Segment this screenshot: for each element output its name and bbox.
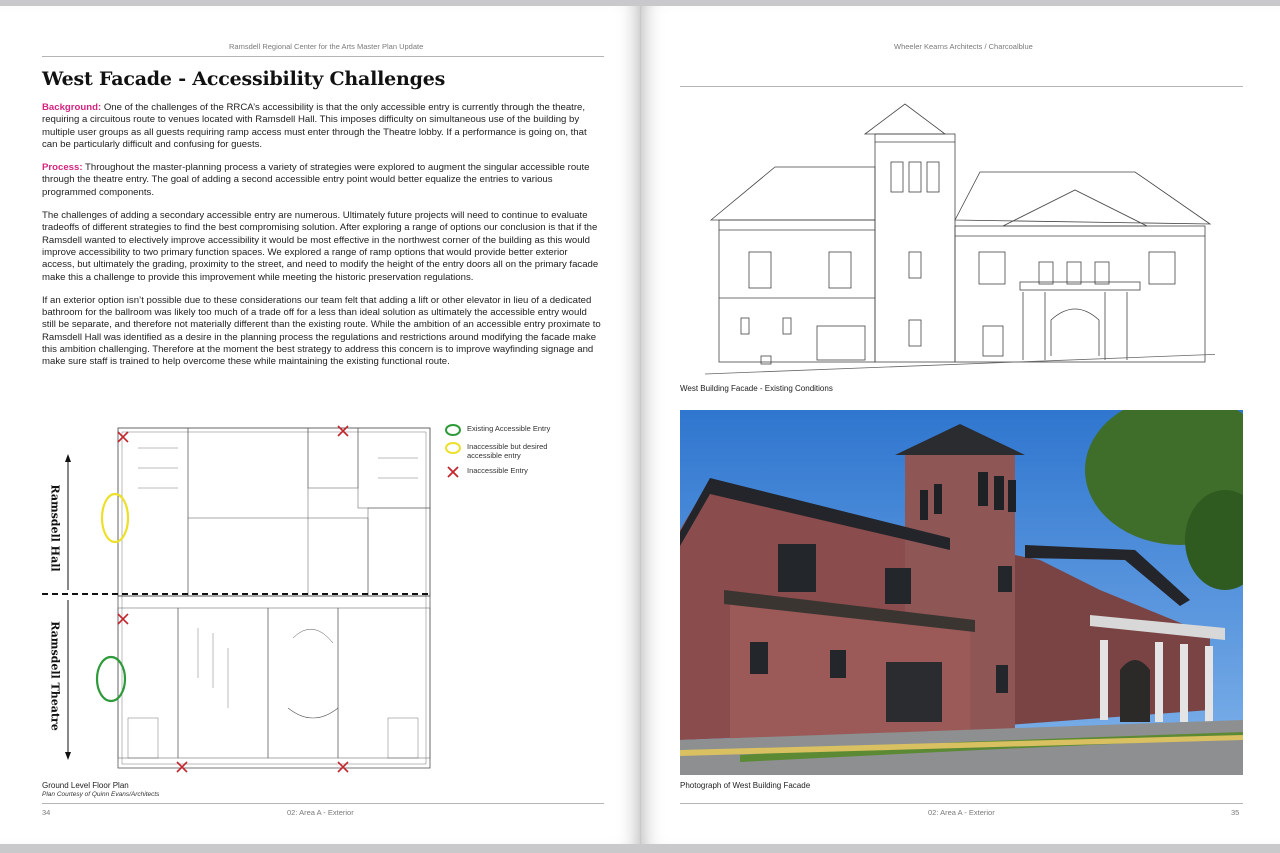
ground-floor-plan <box>38 418 438 780</box>
legend-existing: Existing Accessible Entry <box>444 424 567 436</box>
background-label: Background: <box>42 102 102 113</box>
plan-label-top: Ramsdell Hall <box>48 484 62 572</box>
footer-section-left: 02: Area A - Exterior <box>287 808 354 817</box>
plan-label-bottom: Ramsdell Theatre <box>48 621 62 731</box>
green-ellipse-icon <box>444 424 462 436</box>
left-page <box>0 6 640 844</box>
west-facade-photograph <box>680 410 1243 775</box>
background-paragraph <box>42 102 602 151</box>
header-rule <box>42 56 604 57</box>
challenges-paragraph: The challenges of adding a secondary accessible entry are numerous. Ultimately future projects will need to continue to evaluate tradeoffs of different strategies to find the best compromising solution. After exploring a range of options our conclusion is that if the Ramsdell wanted to electively improve accessibility it would be most effective in the northwest corner of the building as this would improve accessibility to two primary function spaces. We explored a range of ramp options that would provide better exterior access, but ultimately the grading, proximity to the street, and need to modify the height of the entry doors all on the primary facade make this a challenge to provide this improvement while meeting the historic preservation regulations. <box>42 210 599 283</box>
plan-credit: Plan Courtesy of Quinn Evans/Architects <box>42 791 160 798</box>
red-x-icon <box>444 466 462 478</box>
page-number-left: 34 <box>42 808 51 817</box>
header-rule-right <box>680 86 1243 87</box>
photo-caption: Photograph of West Building Facade <box>680 781 811 790</box>
running-head-right: Wheeler Kearns Architects / Charcoalblue <box>894 42 1033 51</box>
plan-caption: Ground Level Floor Plan <box>42 781 129 790</box>
legend-desired: Inaccessible but desired accessible entry <box>444 442 567 460</box>
footer-rule <box>42 803 604 804</box>
west-facade-elevation <box>705 102 1215 382</box>
running-head-left: Ramsdell Regional Center for the Arts Master Plan Update <box>229 42 424 51</box>
right-page <box>641 6 1280 844</box>
legend-inaccessible: Inaccessible Entry <box>444 466 567 478</box>
body-text <box>42 102 602 380</box>
background-text: One of the challenges of the RRCA’s accessibility is that the only accessible entry is currently through the theatre, requiring a circuitous route to venues located with Ramsdell Hall. This imposes difficulty on simultaneous use of the building by multiple user groups as all guests requiring ramp access must enter through the Theatre lobby. If a performance is going on, that can be particularly difficult and confusing for guests. <box>42 102 587 150</box>
yellow-ellipse-icon <box>444 442 462 454</box>
plan-legend <box>444 424 567 484</box>
page-title: West Facade - Accessibility Challenges <box>42 68 446 90</box>
process-paragraph <box>42 162 602 199</box>
footer-section-right: 02: Area A - Exterior <box>928 808 995 817</box>
process-label: Process: <box>42 162 83 174</box>
page-number-right: 35 <box>1231 808 1240 817</box>
elevation-caption: West Building Facade - Existing Conditions <box>680 384 833 393</box>
footer-rule-right <box>680 803 1243 804</box>
exterior-option-paragraph: If an exterior option isn’t possible due to these considerations our team felt that adding a lift or other elevator in lieu of a dedicated bathroom for the ballroom was likely too much of a trade off for a less than ideal solution as ultimately the accessible entry would still be separate, and therefore not materially different than the existing route. While the ambition of an accessible entry proximate to Ramsdell Hall was identified as a desire in the planning process the regulations and restrictions around modifying the facade make this ambition challenging. Therefore at the moment the best strategy to address this concern is to improve wayfinding signage and make sure staff is trained to help overcome these while maintaining the existing functional route. <box>42 294 601 368</box>
process-text: Throughout the master-planning process a variety of strategies were explored to augment the singular accessible route through the theatre entry. The goal of adding a second accessible entry point would better equalize the entries to various programmed components. <box>42 162 590 198</box>
